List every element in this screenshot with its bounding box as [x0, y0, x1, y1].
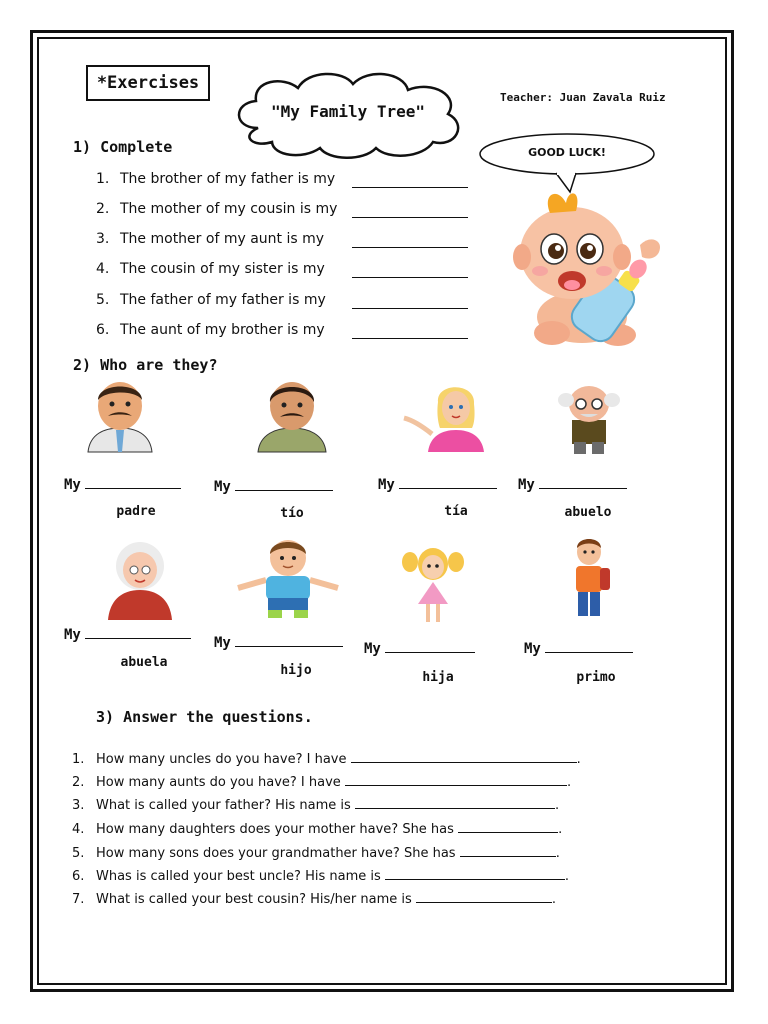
answer-blank-1[interactable]	[352, 173, 468, 188]
page-title: "My Family Tree"	[270, 102, 426, 121]
question-row-5: 5. How many sons does your grandmather have? She has .	[72, 846, 560, 861]
my-blank-padre[interactable]: My	[64, 476, 181, 493]
baby-illustration-icon	[510, 185, 670, 350]
my-blank-abuelo[interactable]: My	[518, 476, 627, 493]
complete-item-3: 3. The mother of my aunt is my	[96, 231, 325, 247]
my-blank-abuela[interactable]: My	[64, 626, 191, 643]
question-blank-2[interactable]	[345, 773, 567, 786]
caption-abuelo: abuelo	[564, 505, 612, 520]
section-1-heading: 1) Complete	[73, 138, 173, 156]
my-blank-primo[interactable]: My	[524, 640, 633, 657]
my-blank-tio[interactable]: My	[214, 478, 333, 495]
caption-tia: tía	[444, 504, 468, 519]
caption-tio: tío	[280, 506, 304, 521]
complete-item-6: 6. The aunt of my brother is my	[96, 322, 325, 338]
question-row-2: 2. How many aunts do you have? I have .	[72, 775, 572, 790]
caption-padre: padre	[116, 504, 156, 519]
good-luck-text: GOOD LUCK!	[528, 146, 606, 159]
answer-blank-2[interactable]	[352, 203, 468, 218]
complete-item-4: 4. The cousin of my sister is my	[96, 261, 325, 277]
caption-hijo: hijo	[280, 663, 312, 678]
section-3-heading: 3) Answer the questions.	[96, 708, 313, 726]
grandfather-illustration-icon	[548, 380, 630, 456]
daughter-illustration-icon	[400, 542, 466, 626]
caption-hija: hija	[422, 670, 454, 685]
caption-abuela: abuela	[120, 655, 168, 670]
teacher-name: Teacher: Juan Zavala Ruiz	[500, 91, 666, 104]
my-blank-hija[interactable]: My	[364, 640, 475, 657]
answer-blank-4[interactable]	[352, 263, 468, 278]
question-blank-7[interactable]	[416, 890, 552, 903]
question-row-6: 6. Whas is called your best uncle? His name is .	[72, 869, 570, 884]
answer-blank-3[interactable]	[352, 233, 468, 248]
exercises-label: *Exercises	[86, 65, 210, 101]
my-blank-hijo[interactable]: My	[214, 634, 343, 651]
my-blank-tia[interactable]: My	[378, 476, 497, 493]
answer-blank-5[interactable]	[352, 294, 468, 309]
son-illustration-icon	[236, 538, 340, 620]
question-row-7: 7. What is called your best cousin? His/her name is .	[72, 892, 557, 907]
question-row-1: 1. How many uncles do you have? I have .	[72, 752, 581, 767]
section-2-heading: 2) Who are they?	[73, 356, 218, 374]
question-blank-1[interactable]	[351, 750, 577, 763]
complete-item-1: 1. The brother of my father is my	[96, 171, 336, 187]
answer-blank-6[interactable]	[352, 324, 468, 339]
question-blank-6[interactable]	[385, 867, 565, 880]
aunt-illustration-icon	[402, 382, 492, 452]
question-blank-4[interactable]	[458, 820, 558, 833]
question-row-4: 4. How many daughters does your mother have? She has .	[72, 822, 563, 837]
question-row-3: 3. What is called your father? His name is .	[72, 798, 560, 813]
father-illustration-icon	[80, 378, 160, 452]
cousin-illustration-icon	[562, 536, 618, 622]
grandmother-illustration-icon	[100, 540, 180, 620]
question-blank-5[interactable]	[460, 844, 556, 857]
uncle-illustration-icon	[252, 378, 332, 452]
complete-item-5: 5. The father of my father is my	[96, 292, 326, 308]
question-blank-3[interactable]	[355, 796, 555, 809]
complete-item-2: 2. The mother of my cousin is my	[96, 201, 338, 217]
caption-primo: primo	[576, 670, 616, 685]
